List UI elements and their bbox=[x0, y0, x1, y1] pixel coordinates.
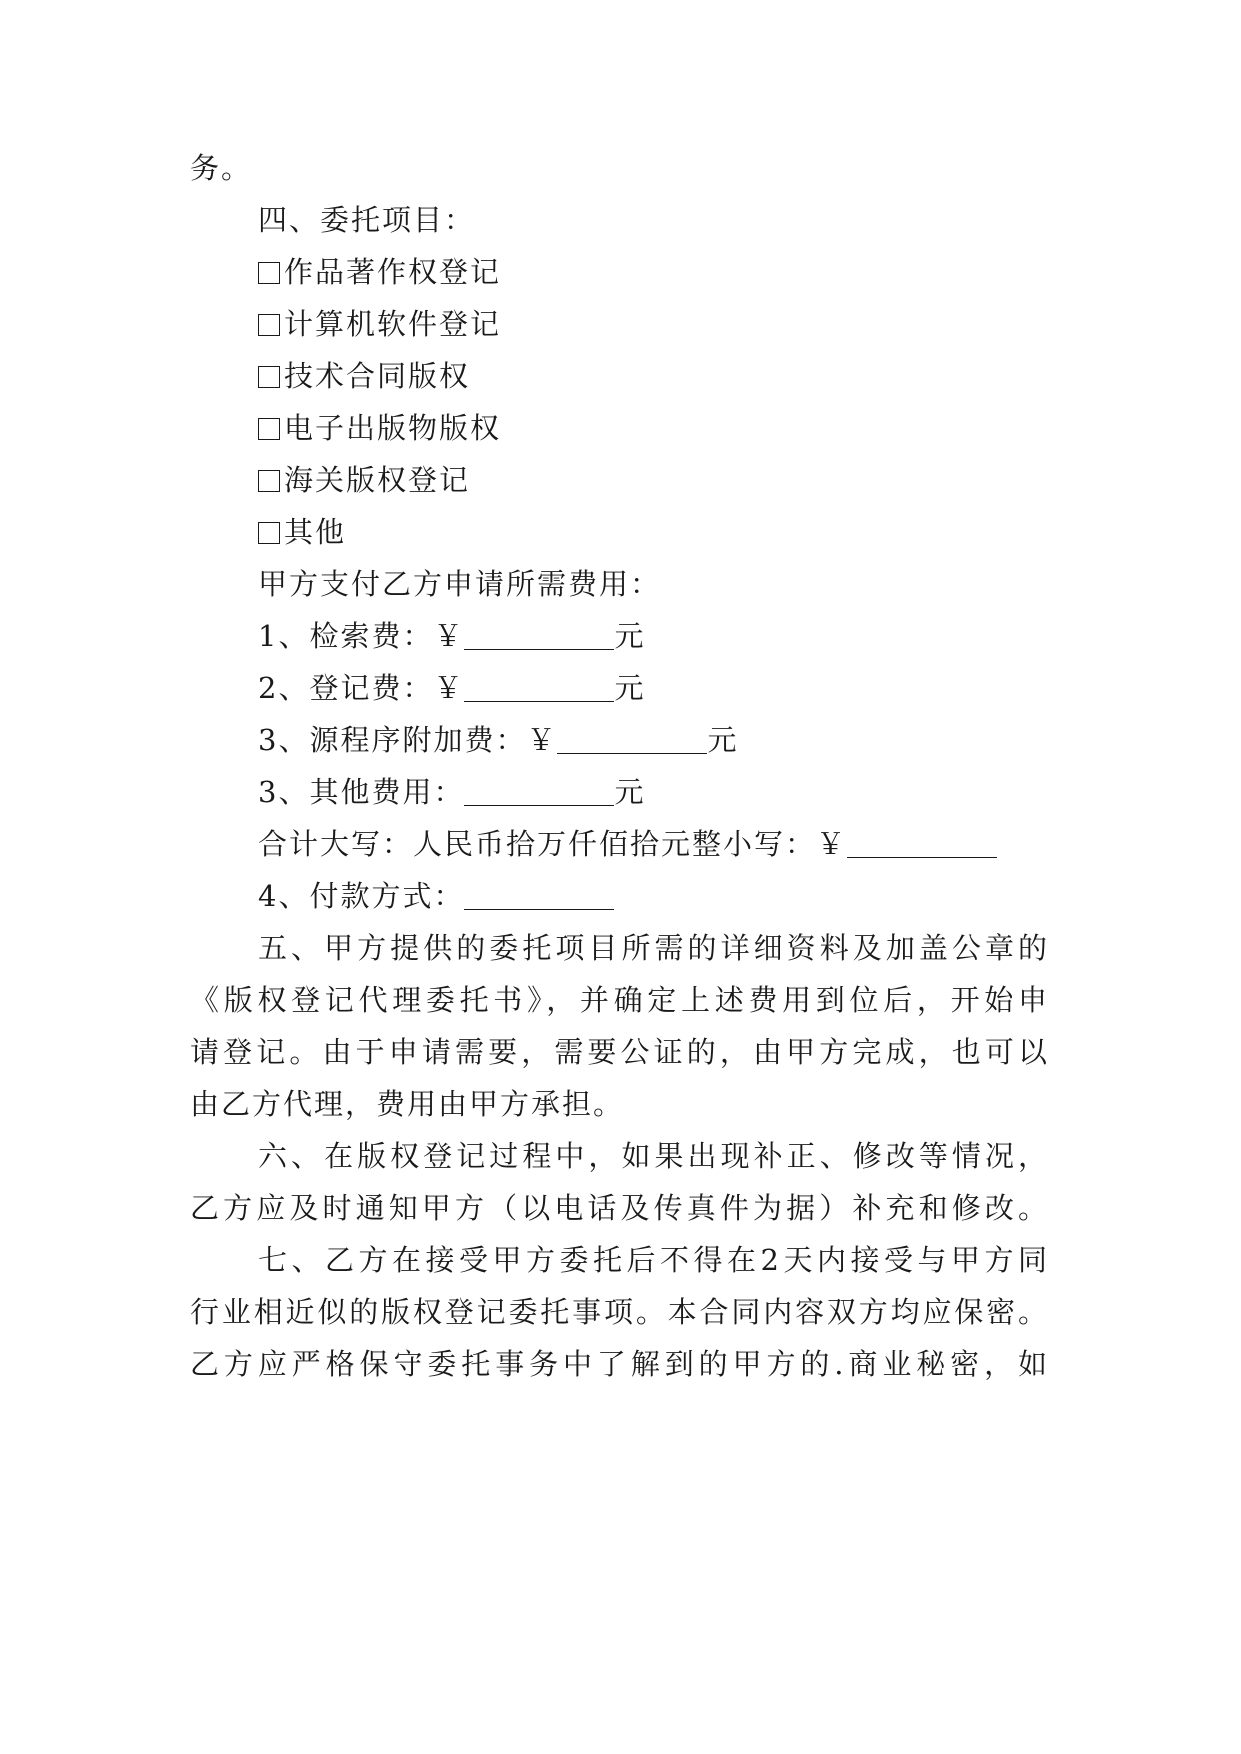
fill-blank[interactable] bbox=[557, 723, 707, 754]
text-line bbox=[0, 148, 1241, 188]
checkbox[interactable] bbox=[258, 314, 280, 336]
option-item[interactable] bbox=[0, 252, 1241, 292]
fee-unit: 元 bbox=[614, 775, 646, 809]
fee-unit: 元 bbox=[614, 619, 646, 653]
option-label: 作品著作权登记 bbox=[284, 255, 502, 289]
option-label: 其他 bbox=[284, 515, 347, 549]
payment-label: 4、付款方式： bbox=[258, 879, 465, 913]
option-label: 电子出版物版权 bbox=[284, 411, 502, 445]
total-line bbox=[0, 824, 1241, 864]
checkbox[interactable] bbox=[258, 366, 280, 388]
paragraph-line bbox=[0, 1084, 1241, 1124]
total-label: 合计大写：人民币拾万仟佰拾元整小写：￥ bbox=[258, 827, 848, 861]
fee-unit: 元 bbox=[614, 671, 646, 705]
paragraph-line bbox=[0, 928, 1049, 968]
line-text: 行业相近似的版权登记委托事项。本合同内容双方均应保密。 bbox=[190, 1295, 1049, 1329]
option-label: 海关版权登记 bbox=[284, 463, 471, 497]
line-text: 务。 bbox=[190, 151, 253, 185]
fill-blank[interactable] bbox=[847, 827, 997, 858]
fill-blank[interactable] bbox=[464, 671, 614, 702]
paragraph-line bbox=[0, 980, 1049, 1020]
checkbox[interactable] bbox=[258, 470, 280, 492]
payment-line bbox=[0, 876, 1241, 916]
line-text: 五、甲方提供的委托项目所需的详细资料及加盖公章的 bbox=[258, 931, 1049, 965]
section-heading bbox=[0, 200, 1241, 240]
option-item[interactable] bbox=[0, 304, 1241, 344]
option-item[interactable] bbox=[0, 356, 1241, 396]
paragraph-line bbox=[0, 1344, 1049, 1384]
fill-blank[interactable] bbox=[464, 619, 614, 650]
option-label: 技术合同版权 bbox=[284, 359, 471, 393]
line-text: 六、在版权登记过程中，如果出现补正、修改等情况， bbox=[258, 1139, 1049, 1173]
fee-label: 2、登记费：￥ bbox=[258, 671, 465, 705]
text-line bbox=[0, 564, 1241, 604]
option-item[interactable] bbox=[0, 460, 1241, 500]
fee-label: 3、其他费用： bbox=[258, 775, 465, 809]
line-text: 四、委托项目： bbox=[258, 203, 476, 237]
fill-blank[interactable] bbox=[464, 775, 614, 806]
line-text: 七、乙方在接受甲方委托后不得在2天内接受与甲方同 bbox=[258, 1243, 1049, 1277]
option-item[interactable] bbox=[0, 408, 1241, 448]
line-text: 由乙方代理，费用由甲方承担。 bbox=[190, 1087, 625, 1121]
paragraph-line bbox=[0, 1240, 1049, 1280]
checkbox[interactable] bbox=[258, 262, 280, 284]
fee-line bbox=[0, 772, 1241, 812]
line-text: 请登记。由于申请需要，需要公证的，由甲方完成，也可以 bbox=[190, 1035, 1049, 1069]
fee-label: 3、源程序附加费：￥ bbox=[258, 723, 558, 757]
line-text: 乙方应及时通知甲方（以电话及传真件为据）补充和修改。 bbox=[190, 1191, 1049, 1225]
line-text: 甲方支付乙方申请所需费用： bbox=[258, 567, 662, 601]
paragraph-line bbox=[0, 1136, 1049, 1176]
fee-line bbox=[0, 616, 1241, 656]
fee-line bbox=[0, 668, 1241, 708]
line-text: 乙方应严格保守委托事务中了解到的甲方的.商业秘密，如 bbox=[190, 1347, 1049, 1381]
checkbox[interactable] bbox=[258, 522, 280, 544]
paragraph-line bbox=[0, 1292, 1049, 1332]
option-label: 计算机软件登记 bbox=[284, 307, 502, 341]
line-text: 《版权登记代理委托书》，并确定上述费用到位后，开始申 bbox=[190, 983, 1049, 1017]
paragraph-line bbox=[0, 1032, 1049, 1072]
fee-line bbox=[0, 720, 1241, 760]
checkbox[interactable] bbox=[258, 418, 280, 440]
paragraph-line bbox=[0, 1188, 1049, 1228]
option-item[interactable] bbox=[0, 512, 1241, 552]
fee-unit: 元 bbox=[707, 723, 739, 757]
fee-label: 1、检索费：￥ bbox=[258, 619, 465, 653]
fill-blank[interactable] bbox=[464, 879, 614, 910]
